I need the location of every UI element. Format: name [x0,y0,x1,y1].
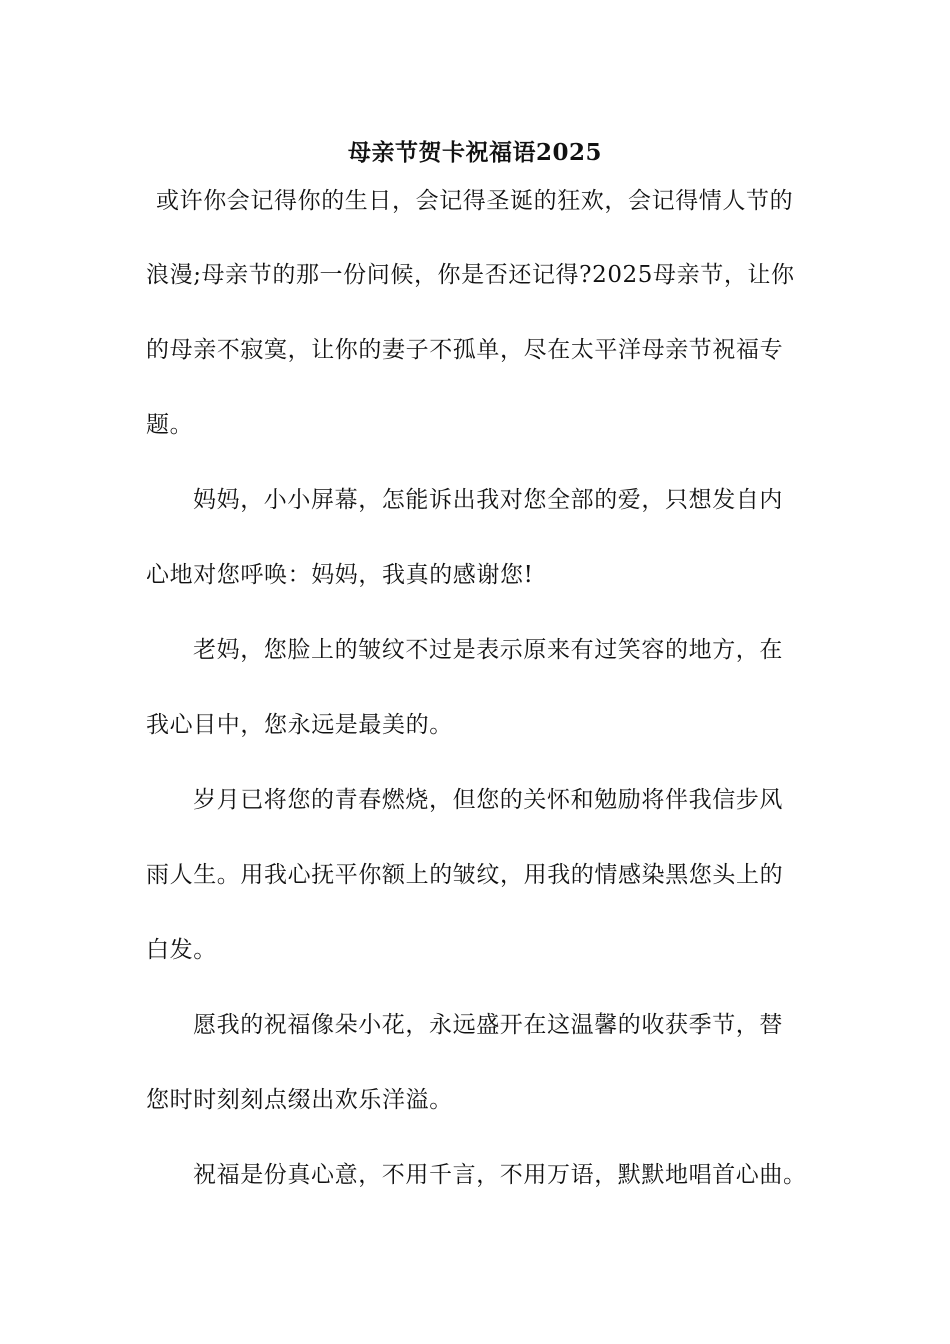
paragraph-line: 题。 [146,412,194,438]
paragraph-line: 您时时刻刻点缀出欢乐洋溢。 [146,1087,453,1113]
paragraph-line: 的母亲不寂寞，让你的妻子不孤单，尽在太平洋母亲节祝福专 [146,337,784,363]
paragraph-line: 雨人生。用我心抚平你额上的皱纹，用我的情感染黑您头上的 [146,862,784,888]
paragraph-line: 妈妈，小小屏幕，怎能诉出我对您全部的爱，只想发自内 [193,487,783,513]
paragraph-line: 老妈，您脸上的皱纹不过是表示原来有过笑容的地方，在 [193,637,783,663]
paragraph-line: 心地对您呼唤：妈妈，我真的感谢您! [146,562,534,588]
paragraph-line: 我心目中，您永远是最美的。 [146,712,453,738]
page-title: 母亲节贺卡祝福语2025 [347,139,602,166]
paragraph-line: 浪漫;母亲节的那一份问候，你是否还记得?2025母亲节，让你 [146,262,795,288]
paragraph-line: 愿我的祝福像朵小花，永远盛开在这温馨的收获季节，替 [193,1012,783,1038]
paragraph-line: 岁月已将您的青春燃烧，但您的关怀和勉励将伴我信步风 [193,787,783,813]
paragraph-line: 祝福是份真心意，不用千言，不用万语，默默地唱首心曲。 [193,1162,807,1188]
paragraph-line: 白发。 [146,937,217,963]
paragraph-line: 或许你会记得你的生日，会记得圣诞的狂欢，会记得情人节的 [156,188,794,214]
